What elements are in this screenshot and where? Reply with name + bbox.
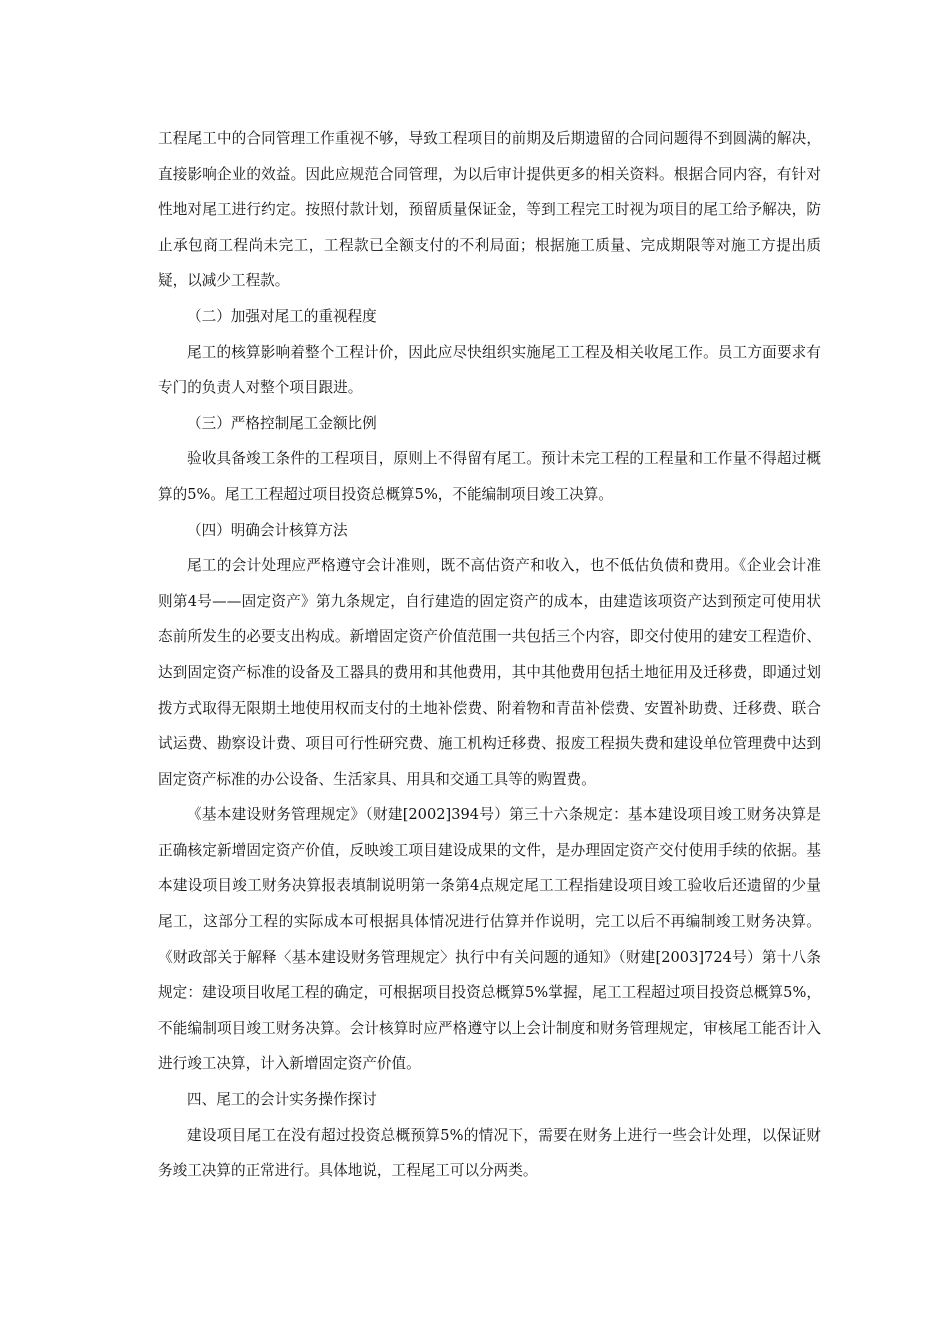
paragraph-contract-management: 工程尾工中的合同管理工作重视不够，导致工程项目的前期及后期遗留的合同问题得不到圆满的解决，直接影响企业的效益。因此应规范合同管理，为以后审计提供更多的相关资料。根据合同内容，有针对性地对尾工进行约定。按照付款计划，预留质量保证金，等到工程完工时视为项目的尾工给予解决，防止承包商工程尚未完工，工程款已全额支付的不利局面；根据施工质量、完成期限等对施工方提出质疑，以减少工程款。 [158,130,821,290]
paragraph-practice-intro: 建设项目尾工在没有超过投资总概预算5%的情况下，需要在财务上进行一些会计处理，以保证财务竣工决算的正常进行。具体地说，工程尾工可以分两类。 [158,1126,821,1180]
section-heading-2: （二）加强对尾工的重视程度 [187,307,377,325]
paragraph-attention: 尾工的核算影响着整个工程计价，因此应尽快组织实施尾工工程及相关收尾工作。员工方面要求有专门的负责人对整个项目跟进。 [158,343,821,397]
paragraph-accounting-standards: 尾工的会计处理应严格遵守会计准则，既不高估资产和收入，也不低估负债和费用。《企业会计准则第4号——固定资产》第九条规定，自行建造的固定资产的成本，由建造该项资产达到预定可使用状态前所发生的必要支出构成。新增固定资产价值范围一共包括三个内容，即交付使用的建安工程造价、达到固定资产标准的设备及工器具的费用和其他费用，其中其他费用包括土地征用及迁移费，即通过划拨方式取得无限期土地使用权而支付的土地补偿费、附着物和青苗补偿费、安置补助费、迁移费、联合试运费、勘察设计费、项目可行性研究费、施工机构迁移费、报废工程损失费和建设单位管理费中达到固定资产标准的办公设备、生活家具、用具和交通工具等的购置费。 [158,557,821,788]
chapter-heading-4: 四、尾工的会计实务操作探讨 [187,1091,377,1109]
paragraph-ratio-control: 验收具备竣工条件的工程项目，原则上不得留有尾工。预计未完工程的工程量和工作量不得超过概算的5%。尾工工程超过项目投资总概算5%，不能编制项目竣工决算。 [158,450,821,503]
document-body [158,121,821,1189]
section-heading-4: （四）明确会计核算方法 [187,521,348,539]
section-heading-3: （三）严格控制尾工金额比例 [187,414,377,432]
paragraph-financial-regulations: 《基本建设财务管理规定》（财建[2002]394号）第三十六条规定：基本建设项目竣工财务决算是正确核定新增固定资产价值，反映竣工项目建设成果的文件，是办理固定资产交付使用手续的依据。基本建设项目竣工财务决算报表填制说明第一条第4点规定尾工工程指建设项目竣工验收后还遗留的少量尾工，这部分工程的实际成本可根据具体情况进行估算并作说明，完工以后不再编制竣工财务决算。《财政部关于解释〈基本建设财务管理规定〉执行中有关问题的通知》（财建[2003]724号）第十八条规定：建设项目收尾工程的确定，可根据项目投资总概算5%掌握，尾工工程超过项目投资总概算5%，不能编制项目竣工财务决算。会计核算时应严格遵守以上会计制度和财务管理规定，审核尾工能否计入进行竣工决算，计入新增固定资产价值。 [158,806,821,1073]
